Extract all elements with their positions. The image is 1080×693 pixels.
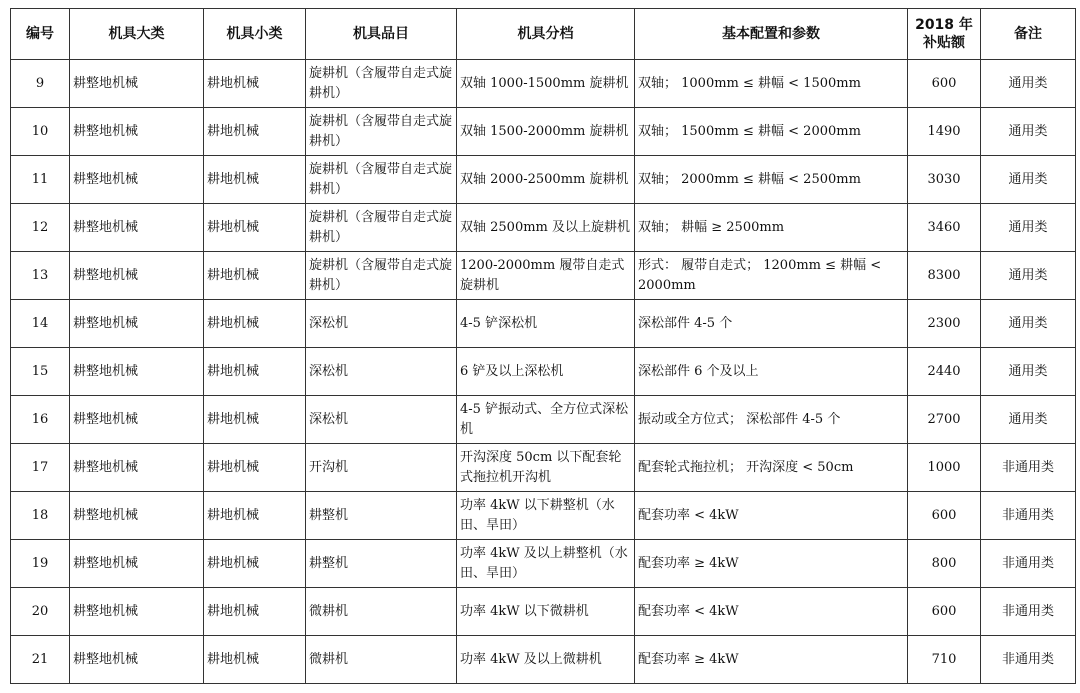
cell-num: 9 [11, 60, 70, 108]
cell-item: 耕整机 [306, 492, 457, 540]
cell-spec: 配套功率 ≥ 4kW [635, 636, 908, 684]
cell-amount: 3460 [908, 204, 981, 252]
cell-grade: 开沟深度 50cm 以下配套轮式拖拉机开沟机 [457, 444, 635, 492]
table-row [11, 636, 1076, 684]
table-row [11, 300, 1076, 348]
cell-note: 非通用类 [981, 588, 1076, 636]
cell-subcategory: 耕地机械 [204, 108, 306, 156]
header-amount-line1: 2018 年 [915, 17, 973, 33]
cell-item: 微耕机 [306, 588, 457, 636]
cell-category: 耕整地机械 [70, 60, 204, 108]
cell-num: 21 [11, 636, 70, 684]
table-row [11, 60, 1076, 108]
cell-grade: 双轴 2500mm 及以上旋耕机 [457, 204, 635, 252]
header-row [11, 9, 1076, 60]
cell-item: 耕整机 [306, 540, 457, 588]
table-row [11, 252, 1076, 300]
cell-item: 旋耕机（含履带自走式旋耕机） [306, 204, 457, 252]
header-item: 机具品目 [306, 9, 457, 60]
cell-category: 耕整地机械 [70, 252, 204, 300]
cell-item: 旋耕机（含履带自走式旋耕机） [306, 60, 457, 108]
cell-grade: 功率 4kW 及以上微耕机 [457, 636, 635, 684]
cell-amount: 1000 [908, 444, 981, 492]
cell-amount: 800 [908, 540, 981, 588]
cell-grade: 功率 4kW 及以上耕整机（水田、旱田） [457, 540, 635, 588]
cell-grade: 双轴 1000-1500mm 旋耕机 [457, 60, 635, 108]
cell-grade: 功率 4kW 以下微耕机 [457, 588, 635, 636]
header-num: 编号 [11, 9, 70, 60]
cell-num: 18 [11, 492, 70, 540]
cell-category: 耕整地机械 [70, 396, 204, 444]
cell-subcategory: 耕地机械 [204, 396, 306, 444]
cell-subcategory: 耕地机械 [204, 300, 306, 348]
cell-item: 深松机 [306, 396, 457, 444]
cell-note: 非通用类 [981, 636, 1076, 684]
cell-category: 耕整地机械 [70, 348, 204, 396]
cell-note: 非通用类 [981, 540, 1076, 588]
cell-item: 深松机 [306, 348, 457, 396]
cell-num: 11 [11, 156, 70, 204]
cell-spec: 振动或全方位式； 深松部件 4-5 个 [635, 396, 908, 444]
cell-category: 耕整地机械 [70, 540, 204, 588]
header-spec: 基本配置和参数 [635, 9, 908, 60]
cell-amount: 2300 [908, 300, 981, 348]
cell-item: 旋耕机（含履带自走式旋耕机） [306, 252, 457, 300]
cell-note: 通用类 [981, 108, 1076, 156]
cell-category: 耕整地机械 [70, 444, 204, 492]
cell-spec: 双轴； 2000mm ≤ 耕幅 < 2500mm [635, 156, 908, 204]
cell-grade: 双轴 2000-2500mm 旋耕机 [457, 156, 635, 204]
cell-num: 17 [11, 444, 70, 492]
header-amount-line2: 补贴额 [923, 35, 965, 51]
header-grade: 机具分档 [457, 9, 635, 60]
table-row [11, 204, 1076, 252]
table-row [11, 396, 1076, 444]
table-row [11, 348, 1076, 396]
subsidy-table-container [10, 8, 1075, 684]
header-note: 备注 [981, 9, 1076, 60]
cell-spec: 双轴； 1500mm ≤ 耕幅 < 2000mm [635, 108, 908, 156]
cell-num: 15 [11, 348, 70, 396]
cell-amount: 2440 [908, 348, 981, 396]
cell-num: 16 [11, 396, 70, 444]
cell-subcategory: 耕地机械 [204, 636, 306, 684]
cell-subcategory: 耕地机械 [204, 156, 306, 204]
table-row [11, 444, 1076, 492]
cell-item: 深松机 [306, 300, 457, 348]
cell-spec: 双轴； 1000mm ≤ 耕幅 < 1500mm [635, 60, 908, 108]
cell-category: 耕整地机械 [70, 300, 204, 348]
cell-category: 耕整地机械 [70, 156, 204, 204]
cell-note: 通用类 [981, 396, 1076, 444]
cell-spec: 深松部件 6 个及以上 [635, 348, 908, 396]
cell-amount: 8300 [908, 252, 981, 300]
table-row [11, 588, 1076, 636]
cell-note: 通用类 [981, 300, 1076, 348]
cell-grade: 4-5 铲深松机 [457, 300, 635, 348]
header-amount [908, 9, 981, 60]
cell-note: 通用类 [981, 156, 1076, 204]
cell-amount: 2700 [908, 396, 981, 444]
cell-num: 19 [11, 540, 70, 588]
cell-category: 耕整地机械 [70, 588, 204, 636]
cell-subcategory: 耕地机械 [204, 204, 306, 252]
cell-spec: 形式： 履带自走式； 1200mm ≤ 耕幅 < 2000mm [635, 252, 908, 300]
cell-spec: 配套轮式拖拉机； 开沟深度 < 50cm [635, 444, 908, 492]
cell-spec: 配套功率 < 4kW [635, 588, 908, 636]
cell-category: 耕整地机械 [70, 492, 204, 540]
cell-note: 通用类 [981, 60, 1076, 108]
cell-item: 旋耕机（含履带自走式旋耕机） [306, 156, 457, 204]
cell-subcategory: 耕地机械 [204, 588, 306, 636]
table-body [11, 60, 1076, 684]
cell-subcategory: 耕地机械 [204, 444, 306, 492]
cell-num: 12 [11, 204, 70, 252]
cell-num: 13 [11, 252, 70, 300]
cell-subcategory: 耕地机械 [204, 60, 306, 108]
table-row [11, 156, 1076, 204]
cell-num: 10 [11, 108, 70, 156]
cell-amount: 710 [908, 636, 981, 684]
cell-amount: 1490 [908, 108, 981, 156]
cell-item: 旋耕机（含履带自走式旋耕机） [306, 108, 457, 156]
cell-note: 通用类 [981, 204, 1076, 252]
cell-note: 非通用类 [981, 444, 1076, 492]
cell-spec: 双轴； 耕幅 ≥ 2500mm [635, 204, 908, 252]
cell-spec: 深松部件 4-5 个 [635, 300, 908, 348]
cell-note: 非通用类 [981, 492, 1076, 540]
cell-category: 耕整地机械 [70, 204, 204, 252]
table-row [11, 492, 1076, 540]
cell-amount: 3030 [908, 156, 981, 204]
cell-item: 微耕机 [306, 636, 457, 684]
cell-grade: 双轴 1500-2000mm 旋耕机 [457, 108, 635, 156]
cell-num: 20 [11, 588, 70, 636]
cell-spec: 配套功率 < 4kW [635, 492, 908, 540]
cell-num: 14 [11, 300, 70, 348]
cell-note: 通用类 [981, 252, 1076, 300]
cell-item: 开沟机 [306, 444, 457, 492]
cell-spec: 配套功率 ≥ 4kW [635, 540, 908, 588]
cell-subcategory: 耕地机械 [204, 492, 306, 540]
subsidy-table [10, 8, 1076, 684]
cell-note: 通用类 [981, 348, 1076, 396]
cell-amount: 600 [908, 492, 981, 540]
cell-category: 耕整地机械 [70, 636, 204, 684]
header-category: 机具大类 [70, 9, 204, 60]
cell-amount: 600 [908, 60, 981, 108]
cell-subcategory: 耕地机械 [204, 252, 306, 300]
cell-subcategory: 耕地机械 [204, 540, 306, 588]
cell-grade: 功率 4kW 以下耕整机（水田、旱田） [457, 492, 635, 540]
table-row [11, 108, 1076, 156]
header-subcategory: 机具小类 [204, 9, 306, 60]
table-row [11, 540, 1076, 588]
cell-category: 耕整地机械 [70, 108, 204, 156]
cell-grade: 6 铲及以上深松机 [457, 348, 635, 396]
cell-subcategory: 耕地机械 [204, 348, 306, 396]
cell-grade: 1200-2000mm 履带自走式旋耕机 [457, 252, 635, 300]
cell-grade: 4-5 铲振动式、全方位式深松机 [457, 396, 635, 444]
cell-amount: 600 [908, 588, 981, 636]
